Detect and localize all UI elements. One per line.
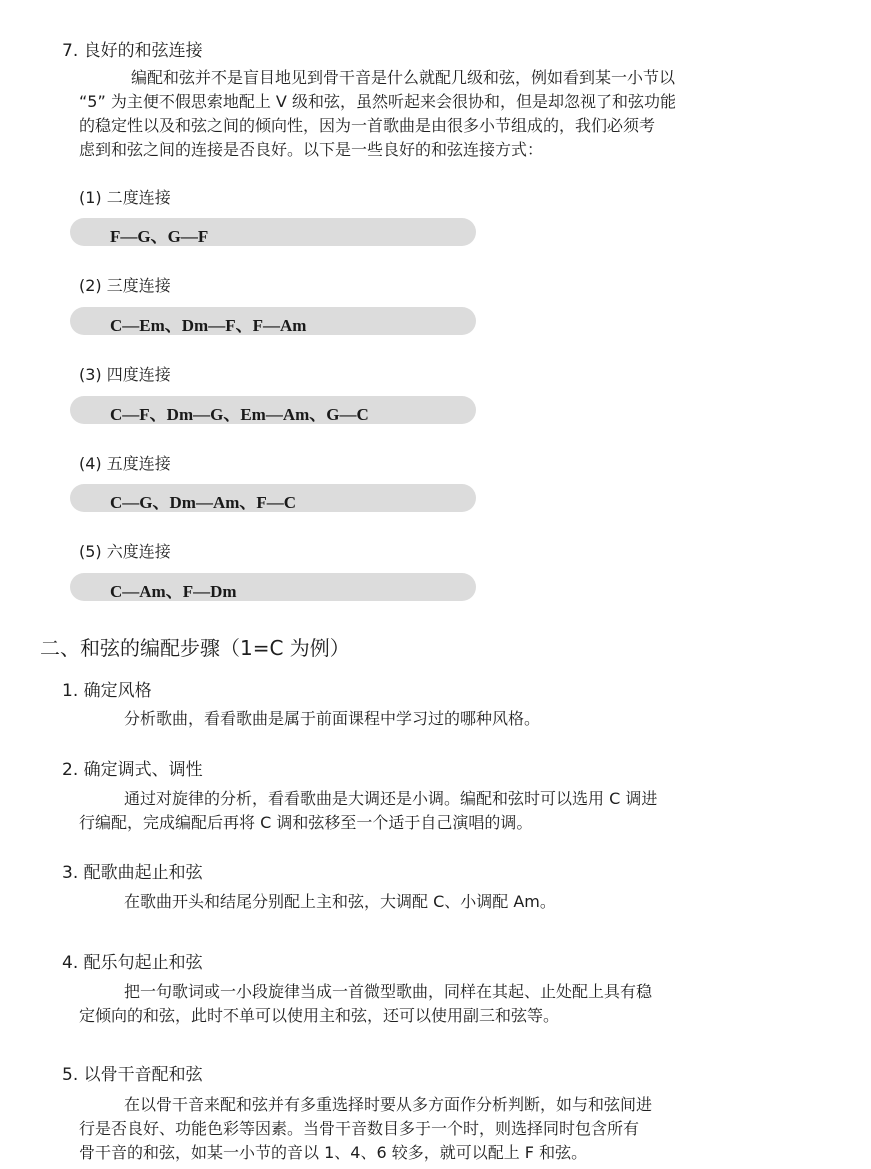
paragraph-line: 在以骨干音来配和弦并有多重选择时要从多方面作分析判断，如与和弦间进 <box>124 1095 653 1114</box>
chord-box <box>70 396 476 424</box>
chord-progression: C—G、Dm—Am、F—C <box>110 493 297 512</box>
connection-label: (3) 四度连接 <box>79 365 171 384</box>
step-title: 5. 以骨干音配和弦 <box>62 1065 203 1085</box>
connection-label: (1) 二度连接 <box>79 188 171 207</box>
paragraph-line: “5” 为主便不假思索地配上 V 级和弦，虽然听起来会很协和，但是却忽视了和弦功能 <box>79 92 676 111</box>
connection-label: (2) 三度连接 <box>79 276 171 295</box>
connection-label: (5) 六度连接 <box>79 542 171 561</box>
paragraph-line: 在歌曲开头和结尾分别配上主和弦，大调配 C、小调配 Am。 <box>124 892 556 911</box>
chord-box <box>70 484 476 512</box>
step-title: 1. 确定风格 <box>62 681 152 701</box>
chord-box <box>70 573 476 601</box>
paragraph-line: 通过对旋律的分析，看看歌曲是大调还是小调。编配和弦时可以选用 C 调进 <box>124 789 658 808</box>
step-title: 4. 配乐句起止和弦 <box>62 953 203 973</box>
chord-box <box>70 307 476 335</box>
paragraph-line: 分析歌曲，看看歌曲是属于前面课程中学习过的哪种风格。 <box>124 709 541 728</box>
chord-progression: C—Em、Dm—F、F—Am <box>110 316 307 335</box>
chord-box <box>70 218 476 246</box>
paragraph-line: 编配和弦并不是盲目地见到骨干音是什么就配几级和弦，例如看到某一小节以 <box>131 68 676 87</box>
step-title: 2. 确定调式、调性 <box>62 760 203 780</box>
paragraph-line: 行是否良好、功能色彩等因素。当骨干音数目多于一个时，则选择同时包含所有 <box>79 1119 640 1138</box>
chord-progression: C—Am、F—Dm <box>110 582 237 601</box>
paragraph-line: 行编配，完成编配后再将 C 调和弦移至一个适于自己演唱的调。 <box>79 813 533 832</box>
part-heading: 二、和弦的编配步骤（1=C 为例） <box>40 636 350 660</box>
paragraph-line: 把一句歌词或一小段旋律当成一首微型歌曲，同样在其起、止处配上具有稳 <box>124 982 653 1001</box>
paragraph-line: 虑到和弦之间的连接是否良好。以下是一些良好的和弦连接方式： <box>79 140 544 159</box>
paragraph-line: 的稳定性以及和弦之间的倾向性，因为一首歌曲是由很多小节组成的，我们必须考 <box>79 116 656 135</box>
paragraph-line: 定倾向的和弦，此时不单可以使用主和弦，还可以使用副三和弦等。 <box>79 1006 560 1025</box>
paragraph-line: 骨干音的和弦，如某一小节的音以 1、4、6 较多，就可以配上 F 和弦。 <box>79 1143 588 1162</box>
connection-label: (4) 五度连接 <box>79 454 171 473</box>
section-title: 7. 良好的和弦连接 <box>62 41 203 61</box>
step-title: 3. 配歌曲起止和弦 <box>62 863 203 883</box>
chord-progression: F—G、G—F <box>110 227 209 246</box>
chord-progression: C—F、Dm—G、Em—Am、G—C <box>110 405 369 424</box>
